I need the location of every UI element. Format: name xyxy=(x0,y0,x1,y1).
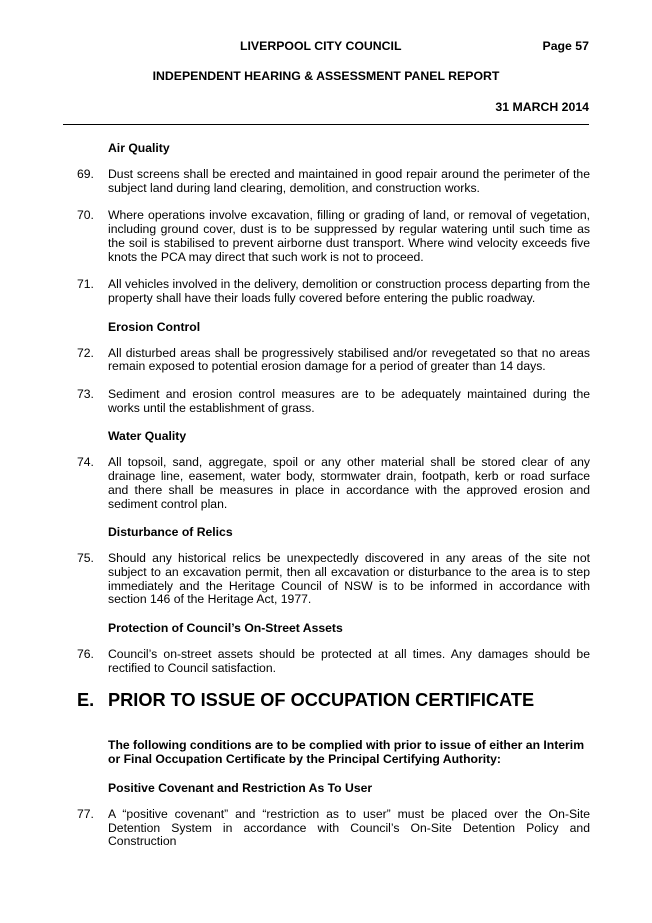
heading-air-quality: Air Quality xyxy=(108,141,170,155)
heading-erosion-control: Erosion Control xyxy=(108,319,201,334)
section-title-text: PRIOR TO ISSUE OF OCCUPATION CERTIFICATE xyxy=(108,690,535,711)
condition-number: 73. xyxy=(77,387,94,402)
condition-76 xyxy=(77,648,590,675)
condition-number: 75. xyxy=(77,551,94,566)
condition-text: Where operations involve excavation, filling or grading of land, or removal of vegetation, including ground cover, dust is to be suppressed by regular watering until such time as the soil is stabilised to prevent airborne dust transport. Where wind velocity exceeds five knots the PCA may direct that such work is not to proceed. xyxy=(108,208,590,264)
condition-number: 69. xyxy=(77,167,94,181)
condition-70 xyxy=(77,209,590,264)
header-rule xyxy=(63,124,589,125)
report-title: INDEPENDENT HEARING & ASSESSMENT PANEL REPORT xyxy=(152,69,500,83)
condition-number: 77. xyxy=(77,806,94,821)
condition-77 xyxy=(77,808,590,849)
condition-69 xyxy=(77,168,590,195)
condition-71 xyxy=(77,278,590,305)
condition-number: 72. xyxy=(77,345,94,360)
document-body xyxy=(77,141,590,849)
condition-number: 76. xyxy=(77,647,94,662)
section-e-notice: The following conditions are to be complied with prior to issue of either an Interim or Final Occupation Certificate by the Principal Certifying Authority: xyxy=(108,738,585,767)
condition-text: A “positive covenant” and “restriction as to user” must be placed over the On-Site Detention System in accordance with Council’s On-Site Detention Policy and Construction xyxy=(108,806,590,849)
heading-positive-covenant: Positive Covenant and Restriction As To User xyxy=(108,780,373,795)
condition-number: 71. xyxy=(77,277,94,292)
condition-72 xyxy=(77,347,590,374)
condition-text: Council’s on-street assets should be protected at all times. Any damages should be rectified to Council satisfaction. xyxy=(108,647,590,675)
condition-number: 74. xyxy=(77,455,94,470)
condition-73 xyxy=(77,388,590,415)
condition-text: Dust screens shall be erected and maintained in good repair around the perimeter of the subject land during land clearing, demolition, and construction works. xyxy=(108,167,590,195)
section-letter: E. xyxy=(77,690,95,711)
council-name: LIVERPOOL CITY COUNCIL xyxy=(240,39,402,53)
condition-75 xyxy=(77,552,590,607)
section-e-title xyxy=(77,690,590,711)
condition-text: All vehicles involved in the delivery, demolition or construction process departing from the property shall have their loads fully covered before entering the public roadway. xyxy=(108,277,590,305)
page-number: Page 57 xyxy=(542,39,589,53)
heading-relics: Disturbance of Relics xyxy=(108,525,233,540)
condition-text: Sediment and erosion control measures are to be adequately maintained during the works until the establishment of grass. xyxy=(108,387,590,415)
condition-text: Should any historical relics be unexpectedly discovered in any areas of the site not subject to an excavation permit, then all excavation or disturbance to the area is to step immediately and the Heritage Council of NSW is to be informed in accordance with section 146 of the Heritage Act, 1977. xyxy=(108,551,590,607)
heading-water-quality: Water Quality xyxy=(108,429,187,444)
condition-number: 70. xyxy=(77,208,94,223)
condition-text: All topsoil, sand, aggregate, spoil or any other material shall be stored clear of any drainage line, easement, water body, stormwater drain, footpath, kerb or road surface and there shall be measures in place in accordance with the approved erosion and sediment control plan. xyxy=(108,455,590,511)
condition-text: All disturbed areas shall be progressively stabilised and/or revegetated so that no areas remain exposed to potential erosion damage for a period of greater than 14 days. xyxy=(108,345,590,374)
condition-74 xyxy=(77,456,590,511)
heading-assets: Protection of Council’s On-Street Assets xyxy=(108,621,343,636)
report-date: 31 MARCH 2014 xyxy=(495,100,589,114)
